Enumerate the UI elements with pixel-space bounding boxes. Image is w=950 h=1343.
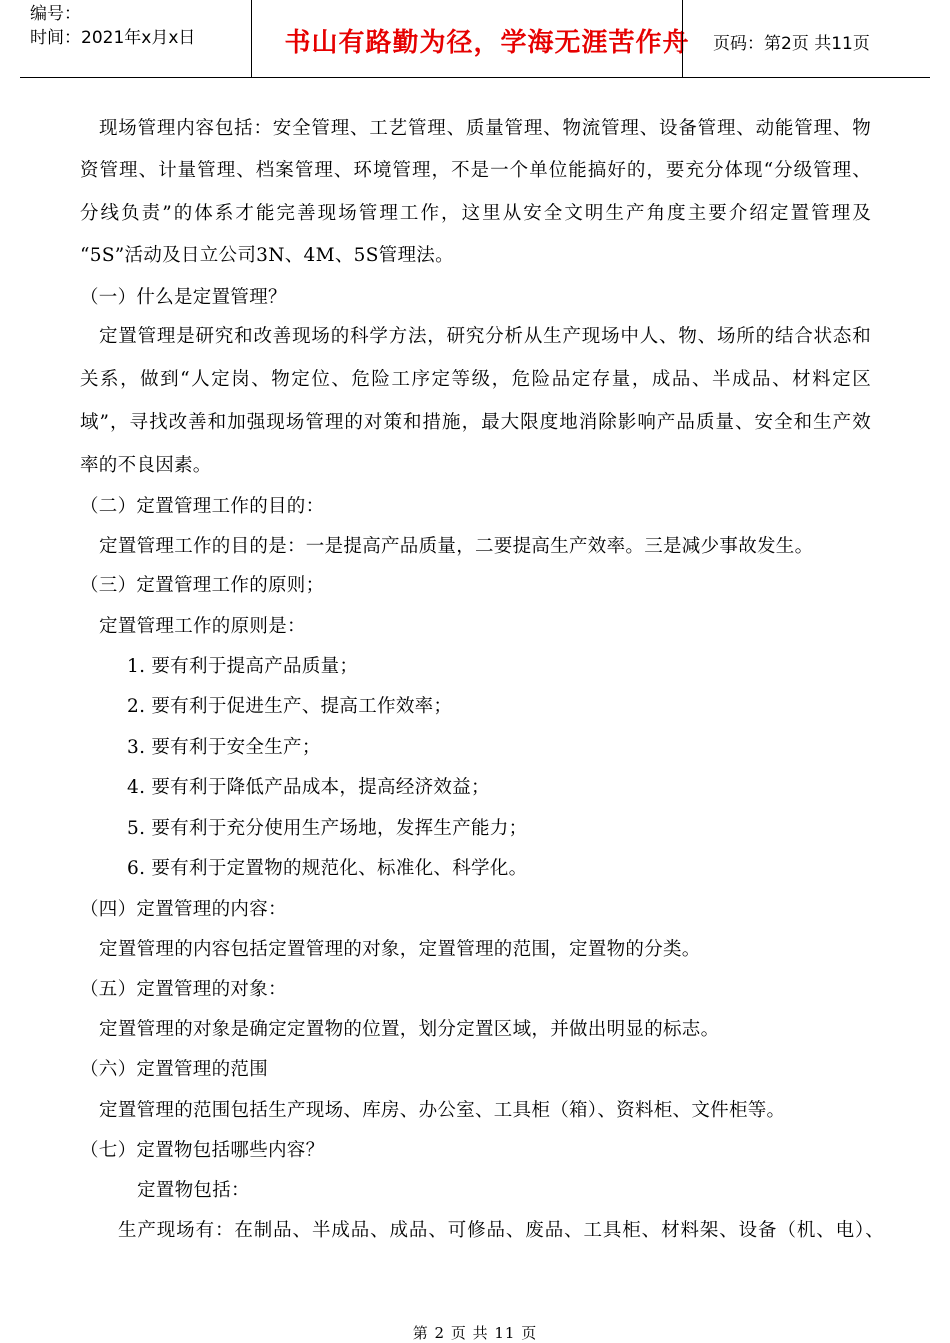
- intro-line: 现场管理内容包括：安全管理、工艺管理、质量管理、物流管理、设备管理、动能管理、物: [99, 118, 871, 139]
- s1-line: 关系，做到“人定岗、物定位、危险工序定等级，危险品定存量，成品、半成品、材料定区: [80, 369, 871, 390]
- s1-line: 率的不良因素。: [80, 455, 212, 476]
- document-header: [20, 0, 930, 78]
- section-heading-5: （五）定置管理的对象：: [80, 979, 287, 1000]
- intro-line: 分线负责”的体系才能完善现场管理工作，这里从安全文明生产角度主要介绍定置管理及: [80, 203, 871, 224]
- s7-line: 生产现场有：在制品、半成品、成品、可修品、废品、工具柜、材料架、设备（机、电）、: [118, 1220, 884, 1241]
- header-divider-2: [682, 0, 683, 78]
- s3-text: 定置管理工作的原则是：: [99, 616, 306, 637]
- principle-item: 3. 要有利于安全生产；: [127, 737, 321, 758]
- principle-item: 4. 要有利于降低产品成本，提高经济效益；: [127, 777, 490, 798]
- page-footer: 第 2 页 共 11 页: [412, 1324, 538, 1342]
- intro-line: “5S”活动及日立公司3N、4M、5S管理法。: [80, 245, 454, 266]
- document-date: 时间：2021年x月x日: [30, 28, 196, 48]
- s7-text: 定置物包括：: [137, 1180, 250, 1201]
- section-heading-7: （七）定置物包括哪些内容？: [80, 1140, 325, 1161]
- principle-item: 6. 要有利于定置物的规范化、标准化、科学化。: [127, 858, 528, 879]
- s1-line: 域”，寻找改善和加强现场管理的对策和措施，最大限度地消除影响产品质量、安全和生产效: [80, 412, 871, 433]
- s6-text: 定置管理的范围包括生产现场、库房、办公室、工具柜（箱）、资料柜、文件柜等。: [99, 1100, 786, 1121]
- header-meta: [30, 2, 195, 50]
- section-heading-4: （四）定置管理的内容：: [80, 899, 287, 920]
- s1-line: 定置管理是研究和改善现场的科学方法，研究分析从生产现场中人、物、场所的结合状态和: [99, 326, 871, 347]
- intro-line: 资管理、计量管理、档案管理、环境管理，不是一个单位能搞好的，要充分体现“分级管理、: [80, 160, 871, 181]
- section-heading-6: （六）定置管理的范围: [80, 1059, 269, 1080]
- s4-text: 定置管理的内容包括定置管理的对象，定置管理的范围，定置物的分类。: [99, 939, 701, 960]
- header-page-info: 页码：第2页 共11页: [713, 34, 870, 54]
- header-motto: 书山有路勤为径，学海无涯苦作舟: [284, 28, 690, 58]
- s5-text: 定置管理的对象是确定定置物的位置，划分定置区域，并做出明显的标志。: [99, 1019, 720, 1040]
- principle-item: 1. 要有利于提高产品质量；: [127, 656, 359, 677]
- section-heading-1: （一）什么是定置管理？: [80, 287, 287, 308]
- section-heading-2: （二）定置管理工作的目的：: [80, 496, 325, 517]
- principle-item: 2. 要有利于促进生产、提高工作效率；: [127, 696, 453, 717]
- section-heading-3: （三）定置管理工作的原则；: [80, 575, 325, 596]
- principle-item: 5. 要有利于充分使用生产场地，发挥生产能力；: [127, 818, 528, 839]
- header-divider-1: [251, 0, 252, 78]
- document-number-label: 编号：: [30, 4, 81, 24]
- s2-text: 定置管理工作的目的是：一是提高产品质量，二要提高生产效率。三是减少事故发生。: [99, 536, 814, 557]
